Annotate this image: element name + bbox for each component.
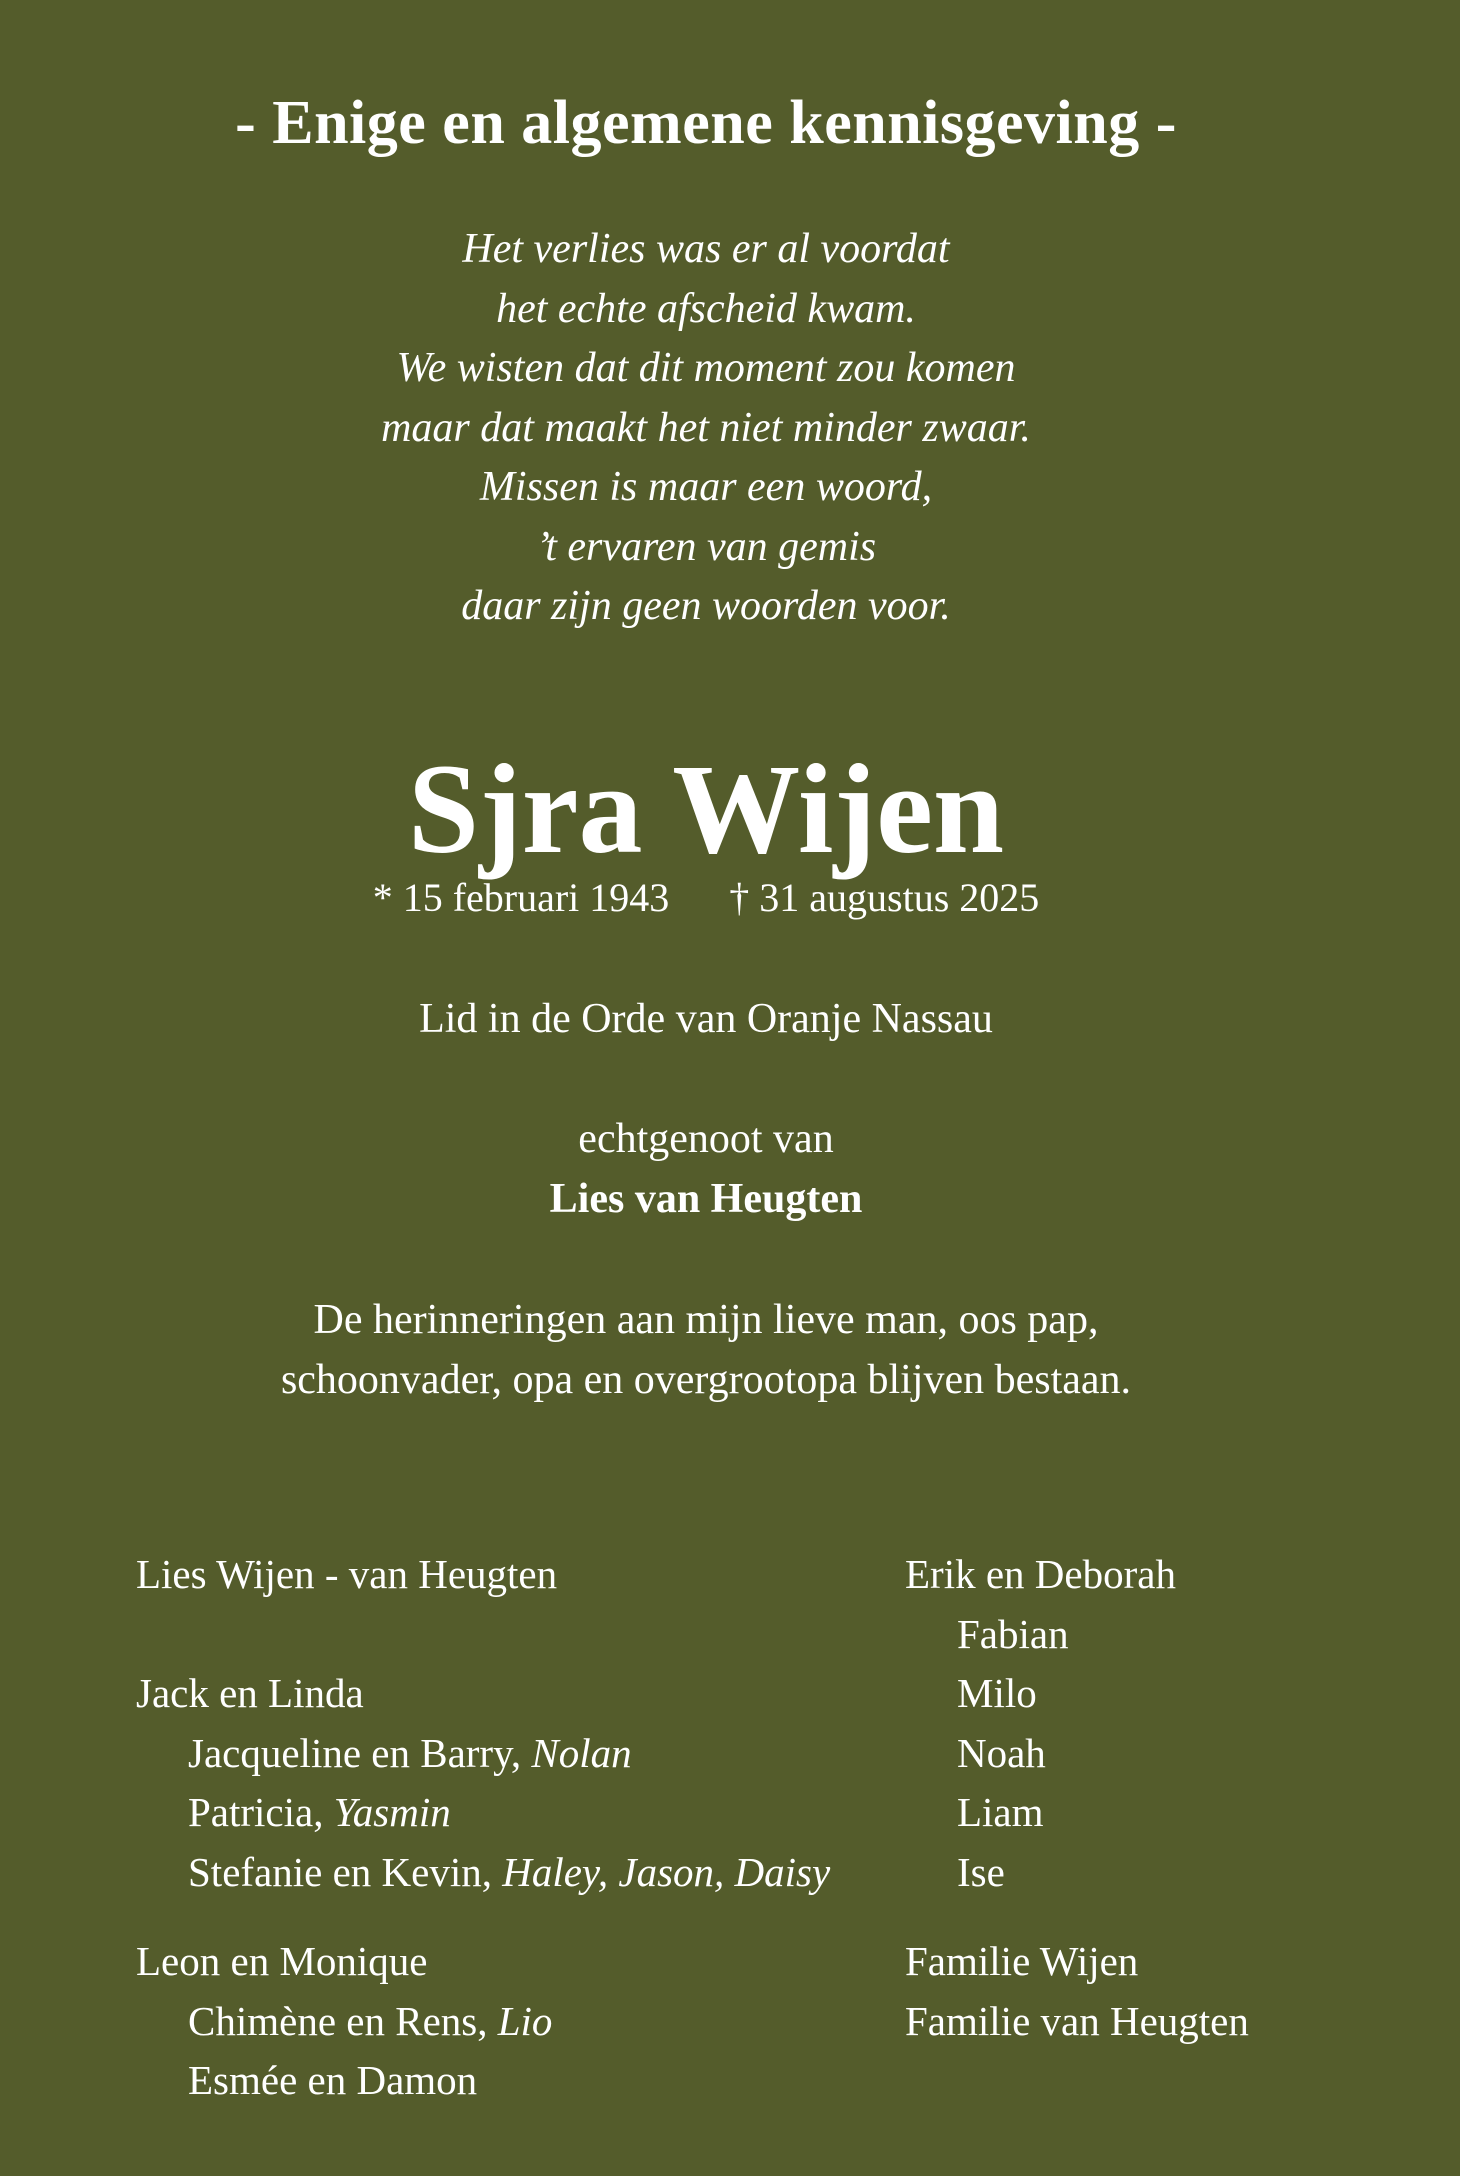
extended-family: Familie Wijen — [905, 1938, 1139, 1984]
memory-line: schoonvader, opa en overgrootopa blijven bestaan. — [280, 1357, 1132, 1403]
memory-line: De herinneringen aan mijn lieve man, oos pap, — [313, 1297, 1099, 1343]
spouse-prefix: echtgenoot van — [578, 1116, 834, 1162]
family-child: Patricia, Yasmin — [188, 1789, 451, 1835]
extended-family: Familie van Heugten — [905, 1997, 1249, 2044]
family-parents: Jack en Linda — [136, 1670, 364, 1716]
widow-name: Lies Wijen - van Heugten — [136, 1551, 558, 1597]
poem-line: We wisten dat dit moment zou komen — [396, 345, 1016, 391]
family-list-left — [136, 1545, 830, 2111]
family-parents: Erik en Deborah — [905, 1551, 1176, 1597]
poem-line: het echte afscheid kwam. — [496, 285, 916, 332]
poem — [0, 220, 1412, 637]
spouse-name: Lies van Heugten — [549, 1176, 863, 1222]
death-date: † 31 augustus 2025 — [729, 875, 1040, 920]
family-parents: Leon en Monique — [136, 1938, 428, 1984]
poem-line: Missen is maar een woord, — [479, 464, 933, 510]
family-child: Fabian — [957, 1610, 1069, 1657]
family-child: Chimène en Rens, Lio — [188, 1997, 553, 2044]
poem-line: Het verlies was er al voordat — [462, 226, 950, 272]
family-child: Esmée en Damon — [188, 2057, 478, 2103]
notice-heading: - Enige en algemene kennisgeving - — [235, 89, 1177, 157]
family-list-right — [905, 1545, 1249, 2051]
family-child: Stefanie en Kevin, Haley, Jason, Daisy — [188, 1848, 831, 1895]
poem-line: maar dat maakt het niet minder zwaar. — [381, 404, 1031, 451]
family-child: Jacqueline en Barry, Nolan — [188, 1729, 632, 1776]
family-child: Ise — [957, 1848, 1005, 1895]
poem-line: daar zijn geen woorden voor. — [461, 583, 951, 629]
family-child: Milo — [957, 1670, 1037, 1716]
poem-line: ’t ervaren van gemis — [535, 523, 877, 570]
deceased-name: Sjra Wijen — [407, 738, 1005, 880]
birth-date: * 15 februari 1943 — [372, 875, 670, 920]
family-child: Noah — [957, 1729, 1046, 1776]
family-child: Liam — [957, 1789, 1044, 1835]
memory-text — [0, 1290, 1412, 1410]
life-dates — [0, 875, 1412, 920]
honor-line: Lid in de Orde van Oranje Nassau — [419, 996, 993, 1042]
